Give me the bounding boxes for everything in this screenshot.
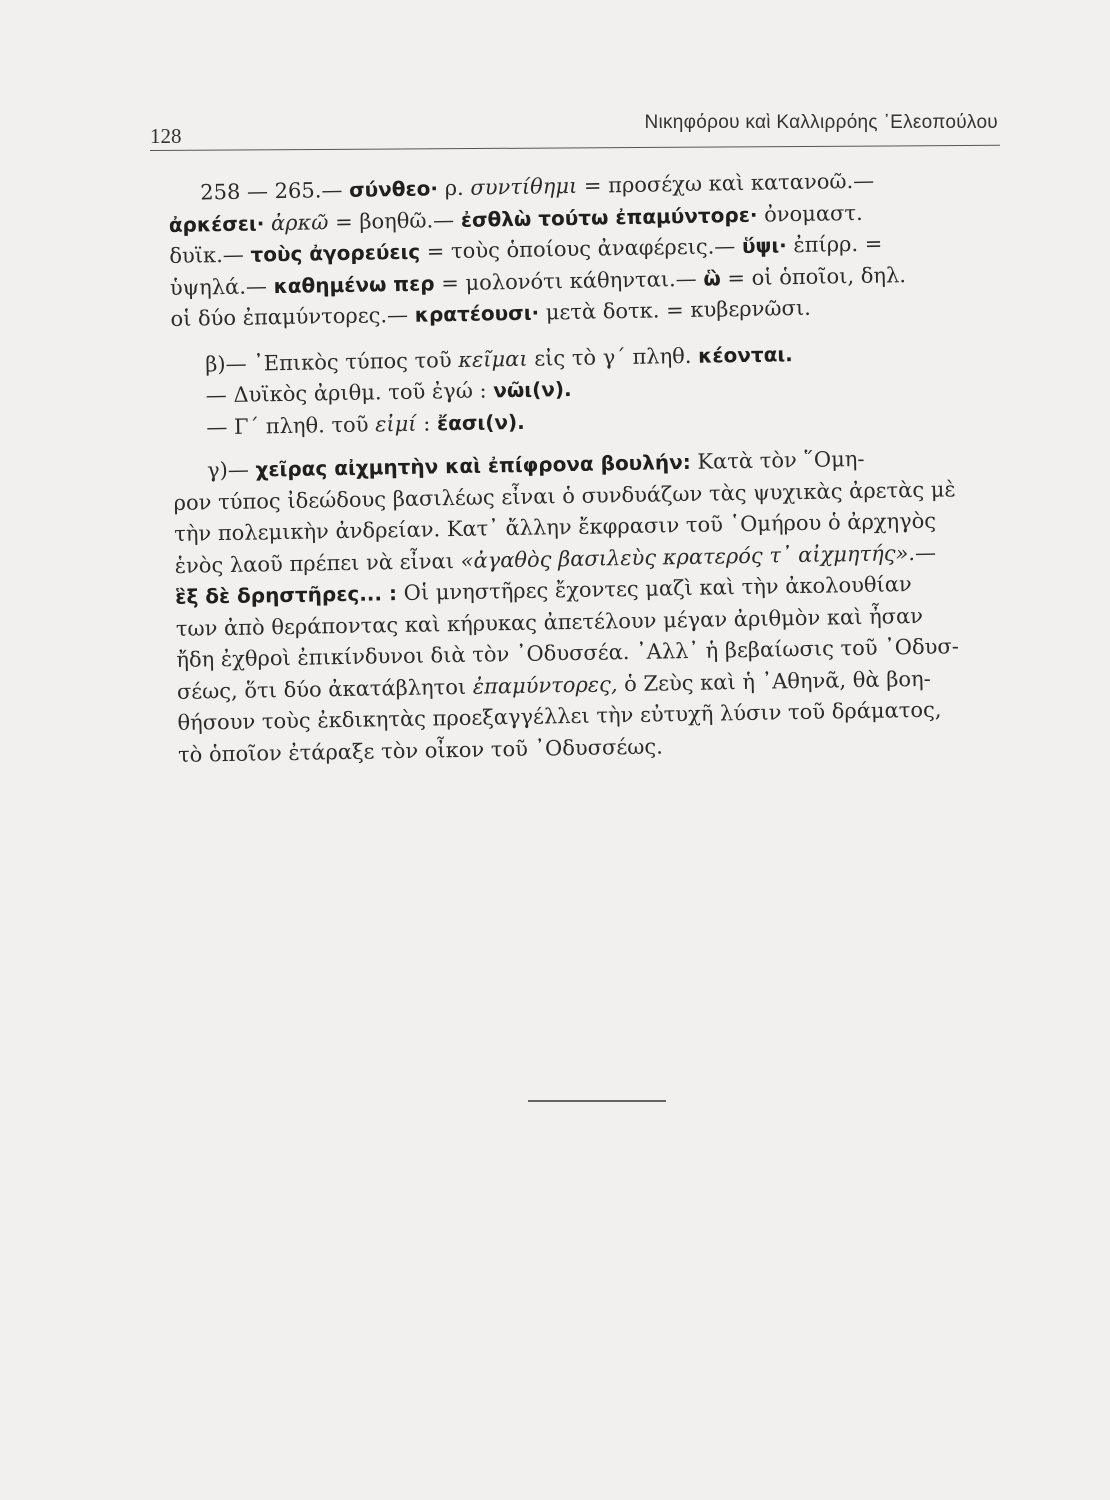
text-line: γ)— χεῖρας αἰχμητὴν καὶ ἐπίφρονα βουλήν: Κατὰ τὸν ῞Ομη-	[206, 446, 865, 483]
text-line: β)— ᾿Επικὸς τύπος τοῦ κεῖμαι εἰς τὸ γ΄ πληθ. κέονται.	[205, 341, 793, 376]
text-line: — Δυϊκὸς ἀριθμ. τοῦ ἐγώ : νῶι(ν).	[205, 376, 572, 408]
text-line: ἤδη ἐχθροὶ ἐπικίνδυνοι διὰ τὸν ᾿Οδυσσέα. ᾿Αλλ᾿ ἡ βεβαίωσις τοῦ ᾿Οδυσ-	[176, 634, 960, 672]
text-line: οἱ δύο ἐπαμύντορες.— κρατέουσι· μετὰ δοτκ. = κυβερνῶσι.	[170, 295, 811, 331]
text-line: θήσουν τοὺς ἐκδικητὰς προεξαγγέλλει τὴν εὐτυχῆ λύσιν τοῦ δράματος,	[177, 697, 942, 735]
paragraph-forms	[171, 335, 1013, 444]
text-line: των ἀπὸ θεράποντας καὶ κήρυκας ἀπετέλουν μέγαν ἀριθμὸν καὶ ἦσαν	[175, 603, 924, 641]
section-end-rule	[528, 1100, 666, 1102]
text-line: δυϊκ.— τοὺς ἀγορεύεις = τοὺς ὁποίους ἀναφέρεις.— ὕψι· ἐπίρρ. =	[169, 231, 883, 268]
text-line: ἀρκέσει· ἀρκῶ = βοηθῶ.— ἐσθλὼ τούτω ἐπαμύντορε· ὀνομαστ.	[168, 200, 863, 237]
commentary-text	[168, 163, 1018, 771]
text-line: τὸ ὁποῖον ἐτάραξε τὸν οἶκον τοῦ ᾿Οδυσσέως.	[177, 733, 663, 767]
text-line: ρον τύπος ἰδεώδους βασιλέως εἶναι ὁ συνδυάζων τὰς ψυχικὰς ἀρετὰς μὲ	[173, 476, 956, 515]
running-title: Νικηφόρου καὶ Καλλιρρόης ᾿Ελεοπούλου	[644, 112, 998, 133]
text-line: σέως, ὅτι δύο ἀκατάβλητοι ἐπαμύντορες, ὁ Ζεὺς καὶ ἡ ᾿Αθηνᾶ, θὰ βοη-	[176, 666, 931, 704]
paragraph-ideal-king	[173, 441, 1018, 771]
paragraph-glossary	[168, 163, 1011, 335]
text-line: 258 — 265.— σύνθεο· ρ. συντίθημι = προσέχω καὶ κατανοῶ.—	[200, 168, 875, 205]
text-line: ἓξ δὲ δρηστῆρες... : Οἱ μνηστῆρες ἔχοντες μαζὶ καὶ τὴν ἀκολουθίαν	[175, 572, 912, 609]
page-header	[150, 108, 1000, 148]
text-line: — Γ΄ πληθ. τοῦ εἰμί : ἔασι(ν).	[206, 409, 525, 439]
text-line: ὑψηλά.— καθημένω περ = μολονότι κάθηνται.— ὣ = οἱ ὁποῖοι, δηλ.	[169, 262, 907, 300]
page-number: 128	[150, 124, 182, 148]
text-line: ἑνὸς λαοῦ πρέπει νὰ εἶναι «ἀγαθὸς βασιλεὺς κρατερός τ᾿ αἰχμητής».—	[174, 540, 937, 578]
text-line: τὴν πολεμικὴν ἀνδρείαν. Κατ᾿ ἄλλην ἔκφρασιν τοῦ ῾Ομήρου ὁ ἀρχηγὸς	[174, 508, 937, 546]
